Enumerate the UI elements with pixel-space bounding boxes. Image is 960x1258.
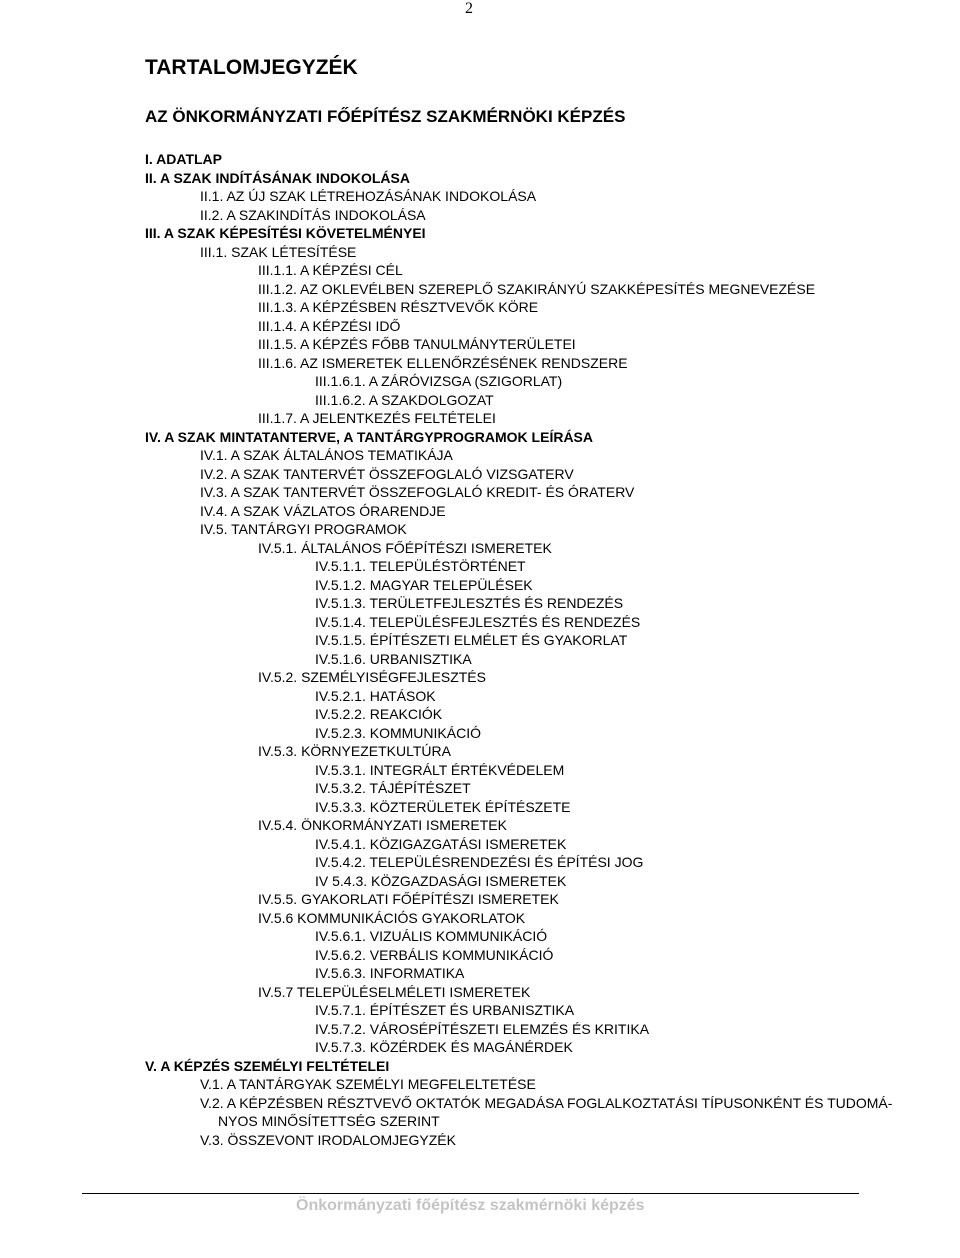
toc-entry: V.1. A TANTÁRGYAK SZEMÉLYI MEGFELELTETÉSE (200, 1076, 536, 1092)
toc-entry: NYOS MINŐSÍTETTSÉG SZERINT (218, 1113, 440, 1129)
toc-entry: I. ADATLAP (145, 151, 222, 167)
toc-entry: III.1.6. AZ ISMERETEK ELLENŐRZÉSÉNEK RENDSZERE (258, 354, 628, 371)
toc-entry: IV.5.3. KÖRNYEZETKULTÚRA (258, 743, 451, 759)
toc-entry: IV. A SZAK MINTATANTERVE, A TANTÁRGYPROGRAMOK LEÍRÁSA (145, 428, 594, 445)
toc-entry: V.2. A KÉPZÉSBEN RÉSZTVEVŐ OKTATÓK MEGADÁSA FOGLALKOZTATÁSI TÍPUSONKÉNT ÉS TUDOMÁ- (200, 1094, 893, 1111)
toc-entry: II. A SZAK INDÍTÁSÁNAK INDOKOLÁSA (145, 169, 410, 186)
toc-entry: IV.5.3.3. KÖZTERÜLETEK ÉPÍTÉSZETE (315, 798, 571, 815)
toc-entry: IV.5.6.2. VERBÁLIS KOMMUNIKÁCIÓ (315, 946, 554, 963)
page-number: 2 (465, 0, 473, 17)
toc-entry: IV.5.2.1. HATÁSOK (315, 687, 436, 704)
toc-entry: III.1.7. A JELENTKEZÉS FELTÉTELEI (258, 410, 496, 426)
toc-entry: IV.5.2.2. REAKCIÓK (315, 706, 443, 722)
toc-entry: IV.5.1.4. TELEPÜLÉSFEJLESZTÉS ÉS RENDEZÉS (315, 613, 641, 630)
toc-entry: V. A KÉPZÉS SZEMÉLYI FELTÉTELEI (145, 1057, 390, 1074)
toc-entry: IV.5.6.1. VIZUÁLIS KOMMUNIKÁCIÓ (315, 928, 548, 944)
toc-entry: II.1. AZ ÚJ SZAK LÉTREHOZÁSÁNAK INDOKOLÁSA (200, 188, 537, 204)
document-subtitle: AZ ÖNKORMÁNYZATI FŐÉPÍTÉSZ SZAKMÉRNÖKI KÉPZÉS (145, 107, 626, 126)
toc-entry: III.1.4. A KÉPZÉSI IDŐ (258, 317, 401, 334)
toc-entry: IV.5.6 KOMMUNIKÁCIÓS GYAKORLATOK (258, 909, 526, 926)
footer-text: Önkormányzati főépítész szakmérnöki képzés (296, 1197, 645, 1214)
toc-entry: IV.5.7.3. KÖZÉRDEK ÉS MAGÁNÉRDEK (315, 1039, 573, 1055)
toc-entry: IV.5.7 TELEPÜLÉSELMÉLETI ISMERETEK (258, 983, 531, 1000)
toc-entry: II.2. A SZAKINDÍTÁS INDOKOLÁSA (200, 206, 426, 223)
toc-entry: IV.2. A SZAK TANTERVÉT ÖSSZEFOGLALÓ VIZSGATERV (200, 465, 574, 482)
toc-entry: IV.5.1.2. MAGYAR TELEPÜLÉSEK (315, 576, 533, 593)
toc-entry: IV.5.2.3. KOMMUNIKÁCIÓ (315, 724, 481, 741)
toc-entry: IV.1. A SZAK ÁLTALÁNOS TEMATIKÁJA (200, 447, 453, 463)
toc-entry: III.1.2. AZ OKLEVÉLBEN SZEREPLŐ SZAKIRÁNYÚ SZAKKÉPESÍTÉS MEGNEVEZÉSE (258, 280, 816, 297)
page-title: TARTALOMJEGYZÉK (145, 56, 358, 79)
toc-entry: III.1.5. A KÉPZÉS FŐBB TANULMÁNYTERÜLETEI (258, 336, 576, 352)
footer-divider (82, 1193, 859, 1194)
toc-entry: V.3. ÖSSZEVONT IRODALOMJEGYZÉK (200, 1131, 456, 1148)
toc-entry: IV.5.1.3. TERÜLETFEJLESZTÉS ÉS RENDEZÉS (315, 595, 624, 611)
toc-entry: III.1.6.2. A SZAKDOLGOZAT (315, 391, 494, 408)
toc-entry: IV.5.5. GYAKORLATI FŐÉPÍTÉSZI ISMERETEK (258, 891, 559, 907)
toc-entry: IV.5.3.1. INTEGRÁLT ÉRTÉKVÉDELEM (315, 761, 565, 778)
toc-entry: IV.5.7.2. VÁROSÉPÍTÉSZETI ELEMZÉS ÉS KRITIKA (315, 1020, 650, 1037)
toc-entry: III.1. SZAK LÉTESÍTÉSE (200, 243, 357, 260)
toc-entry: IV.5.1.6. URBANISZTIKA (315, 650, 472, 667)
toc-entry: IV.5.1.1. TELEPÜLÉSTÖRTÉNET (315, 558, 526, 574)
toc-entry: III.1.3. A KÉPZÉSBEN RÉSZTVEVŐK KÖRE (258, 299, 539, 315)
toc-entry: IV.5.3.2. TÁJÉPÍTÉSZET (315, 780, 471, 796)
toc-entry: IV.5.6.3. INFORMATIKA (315, 965, 465, 981)
toc-entry: IV.5.4.1. KÖZIGAZGATÁSI ISMERETEK (315, 835, 567, 852)
toc-entry: IV.3. A SZAK TANTERVÉT ÖSSZEFOGLALÓ KREDIT- ÉS ÓRATERV (200, 484, 635, 500)
toc-entry: IV.4. A SZAK VÁZLATOS ÓRARENDJE (200, 502, 446, 519)
toc-entry: IV 5.4.3. KÖZGAZDASÁGI ISMERETEK (315, 872, 567, 889)
toc-entry: IV.5.7.1. ÉPÍTÉSZET ÉS URBANISZTIKA (315, 1002, 575, 1018)
toc-entry: IV.5.4. ÖNKORMÁNYZATI ISMERETEK (258, 817, 507, 833)
toc-entry: III.1.6.1. A ZÁRÓVIZSGA (SZIGORLAT) (315, 373, 563, 389)
toc-entry: IV.5.1.5. ÉPÍTÉSZETI ELMÉLET ÉS GYAKORLAT (315, 632, 628, 648)
toc-entry: III.1.1. A KÉPZÉSI CÉL (258, 262, 403, 278)
toc-entry: III. A SZAK KÉPESÍTÉSI KÖVETELMÉNYEI (145, 225, 426, 241)
toc-entry: IV.5.4.2. TELEPÜLÉSRENDEZÉSI ÉS ÉPÍTÉSI JOG (315, 854, 644, 870)
toc-entry: IV.5. TANTÁRGYI PROGRAMOK (200, 521, 407, 537)
toc-entry: IV.5.1. ÁLTALÁNOS FŐÉPÍTÉSZI ISMERETEK (258, 539, 552, 556)
toc-entry: IV.5.2. SZEMÉLYISÉGFEJLESZTÉS (258, 669, 486, 685)
